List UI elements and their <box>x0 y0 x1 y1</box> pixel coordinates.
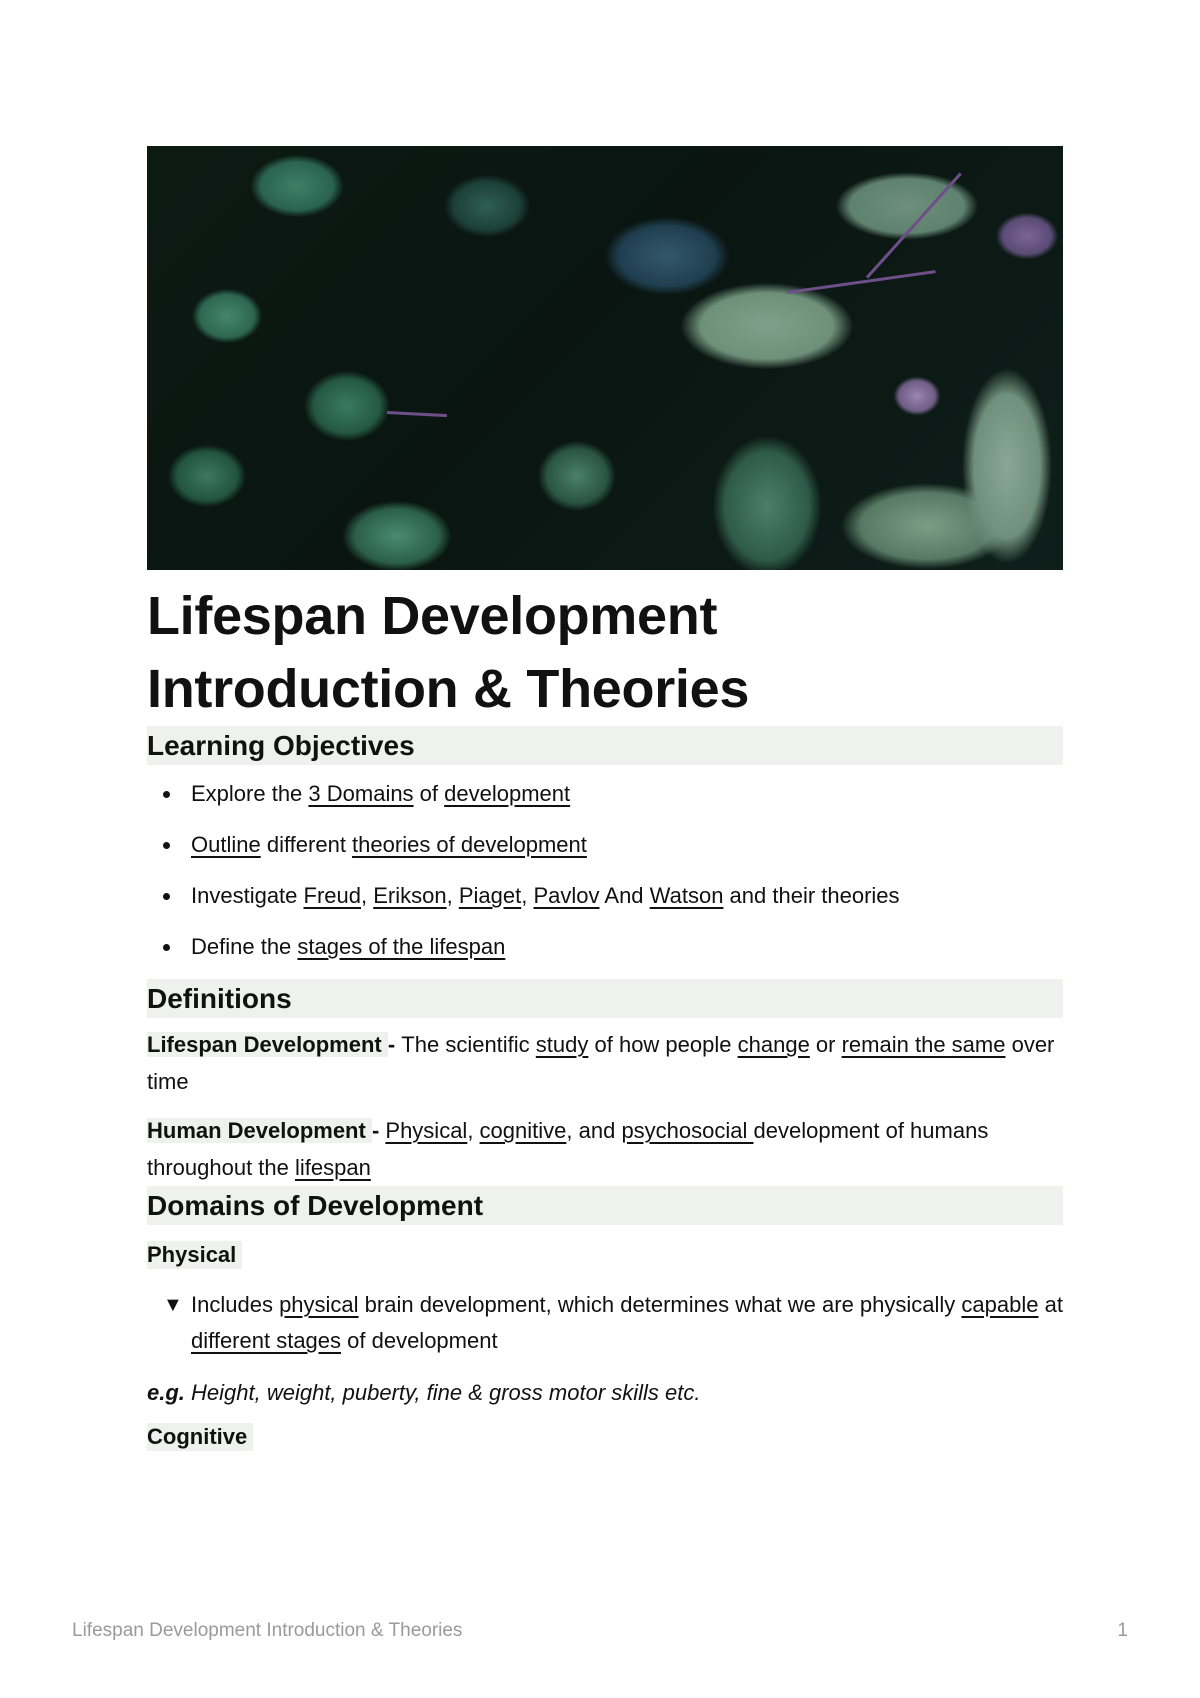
text: and their theories <box>723 883 900 908</box>
list-item <box>161 928 1063 979</box>
footer-title: Lifespan Development Introduction & Theories <box>72 1620 463 1641</box>
underlined-text: Outline <box>191 832 261 857</box>
title-line-1: Lifespan Development <box>147 586 718 646</box>
underlined-text: physical <box>279 1292 359 1317</box>
physical-toggle[interactable] <box>163 1287 1063 1359</box>
text: at <box>1038 1292 1063 1317</box>
text: And <box>599 883 650 908</box>
bullet-icon <box>163 944 170 951</box>
underlined-text: change <box>737 1032 810 1057</box>
text: Includes <box>191 1292 280 1317</box>
underlined-text: different stages <box>191 1328 342 1353</box>
definition-human <box>147 1112 1063 1186</box>
example-prefix: e.g. <box>147 1380 185 1405</box>
underlined-text: theories of development <box>352 832 587 857</box>
list-item <box>161 877 1063 928</box>
physical-block <box>147 1241 1063 1269</box>
dash: - <box>371 1118 386 1143</box>
triangle-down-icon[interactable]: ▼ <box>163 1294 183 1316</box>
text: , <box>467 1118 480 1143</box>
cover-stem <box>387 411 447 417</box>
definition-term: Lifespan Development <box>147 1032 388 1057</box>
page-footer <box>72 1620 1128 1642</box>
text: , <box>446 883 459 908</box>
underlined-text: remain the same <box>841 1032 1006 1057</box>
cover-image <box>147 146 1063 570</box>
text: , and <box>566 1118 622 1143</box>
text: of development <box>341 1328 498 1353</box>
physical-label: Physical <box>147 1241 242 1269</box>
physical-example <box>147 1377 1063 1409</box>
text: The scientific <box>401 1032 536 1057</box>
dash: - <box>387 1032 402 1057</box>
cognitive-label: Cognitive <box>147 1423 253 1451</box>
text: , <box>361 883 374 908</box>
text: Explore the <box>191 781 309 806</box>
underlined-text: capable <box>961 1292 1039 1317</box>
underlined-text: Erikson <box>373 883 447 908</box>
document-page <box>147 146 1063 1451</box>
list-item <box>161 826 1063 877</box>
underlined-text: development <box>444 781 571 806</box>
underlined-text: Pavlov <box>533 883 600 908</box>
example-text: Height, weight, puberty, fine & gross motor skills etc. <box>184 1380 701 1405</box>
text: Investigate <box>191 883 304 908</box>
definitions-heading: Definitions <box>147 979 1063 1018</box>
cover-stem <box>787 270 936 294</box>
text: over time <box>147 1032 1055 1094</box>
objectives-list <box>147 775 1063 979</box>
bullet-icon <box>163 791 170 798</box>
underlined-text: Watson <box>649 883 724 908</box>
underlined-text: 3 Domains <box>308 781 414 806</box>
text: of how people <box>588 1032 738 1057</box>
list-item <box>161 775 1063 826</box>
underlined-text: Freud <box>303 883 361 908</box>
cognitive-block <box>147 1423 1063 1451</box>
underlined-text: Piaget <box>458 883 522 908</box>
text: development of humans throughout the <box>147 1118 989 1180</box>
page-number: 1 <box>1117 1620 1128 1641</box>
underlined-text: stages of the lifespan <box>297 934 506 959</box>
definition-lifespan <box>147 1026 1063 1100</box>
domains-heading: Domains of Development <box>147 1186 1063 1225</box>
text: or <box>809 1032 842 1057</box>
definition-term: Human Development <box>147 1118 372 1143</box>
title-line-2: Introduction & Theories <box>147 659 750 719</box>
text: brain development, which determines what we are physically <box>358 1292 962 1317</box>
bullet-icon <box>163 893 170 900</box>
cover-stem <box>866 172 962 278</box>
text: of <box>413 781 445 806</box>
underlined-text: Physical <box>385 1118 468 1143</box>
underlined-text: lifespan <box>295 1155 371 1180</box>
underlined-text: cognitive <box>479 1118 567 1143</box>
learning-objectives-heading: Learning Objectives <box>147 726 1063 765</box>
text: , <box>521 883 534 908</box>
bullet-icon <box>163 842 170 849</box>
underlined-text: study <box>535 1032 589 1057</box>
text: different <box>260 832 353 857</box>
page-title <box>147 580 1063 726</box>
underlined-text: psychosocial <box>621 1118 754 1143</box>
text: Define the <box>191 934 298 959</box>
